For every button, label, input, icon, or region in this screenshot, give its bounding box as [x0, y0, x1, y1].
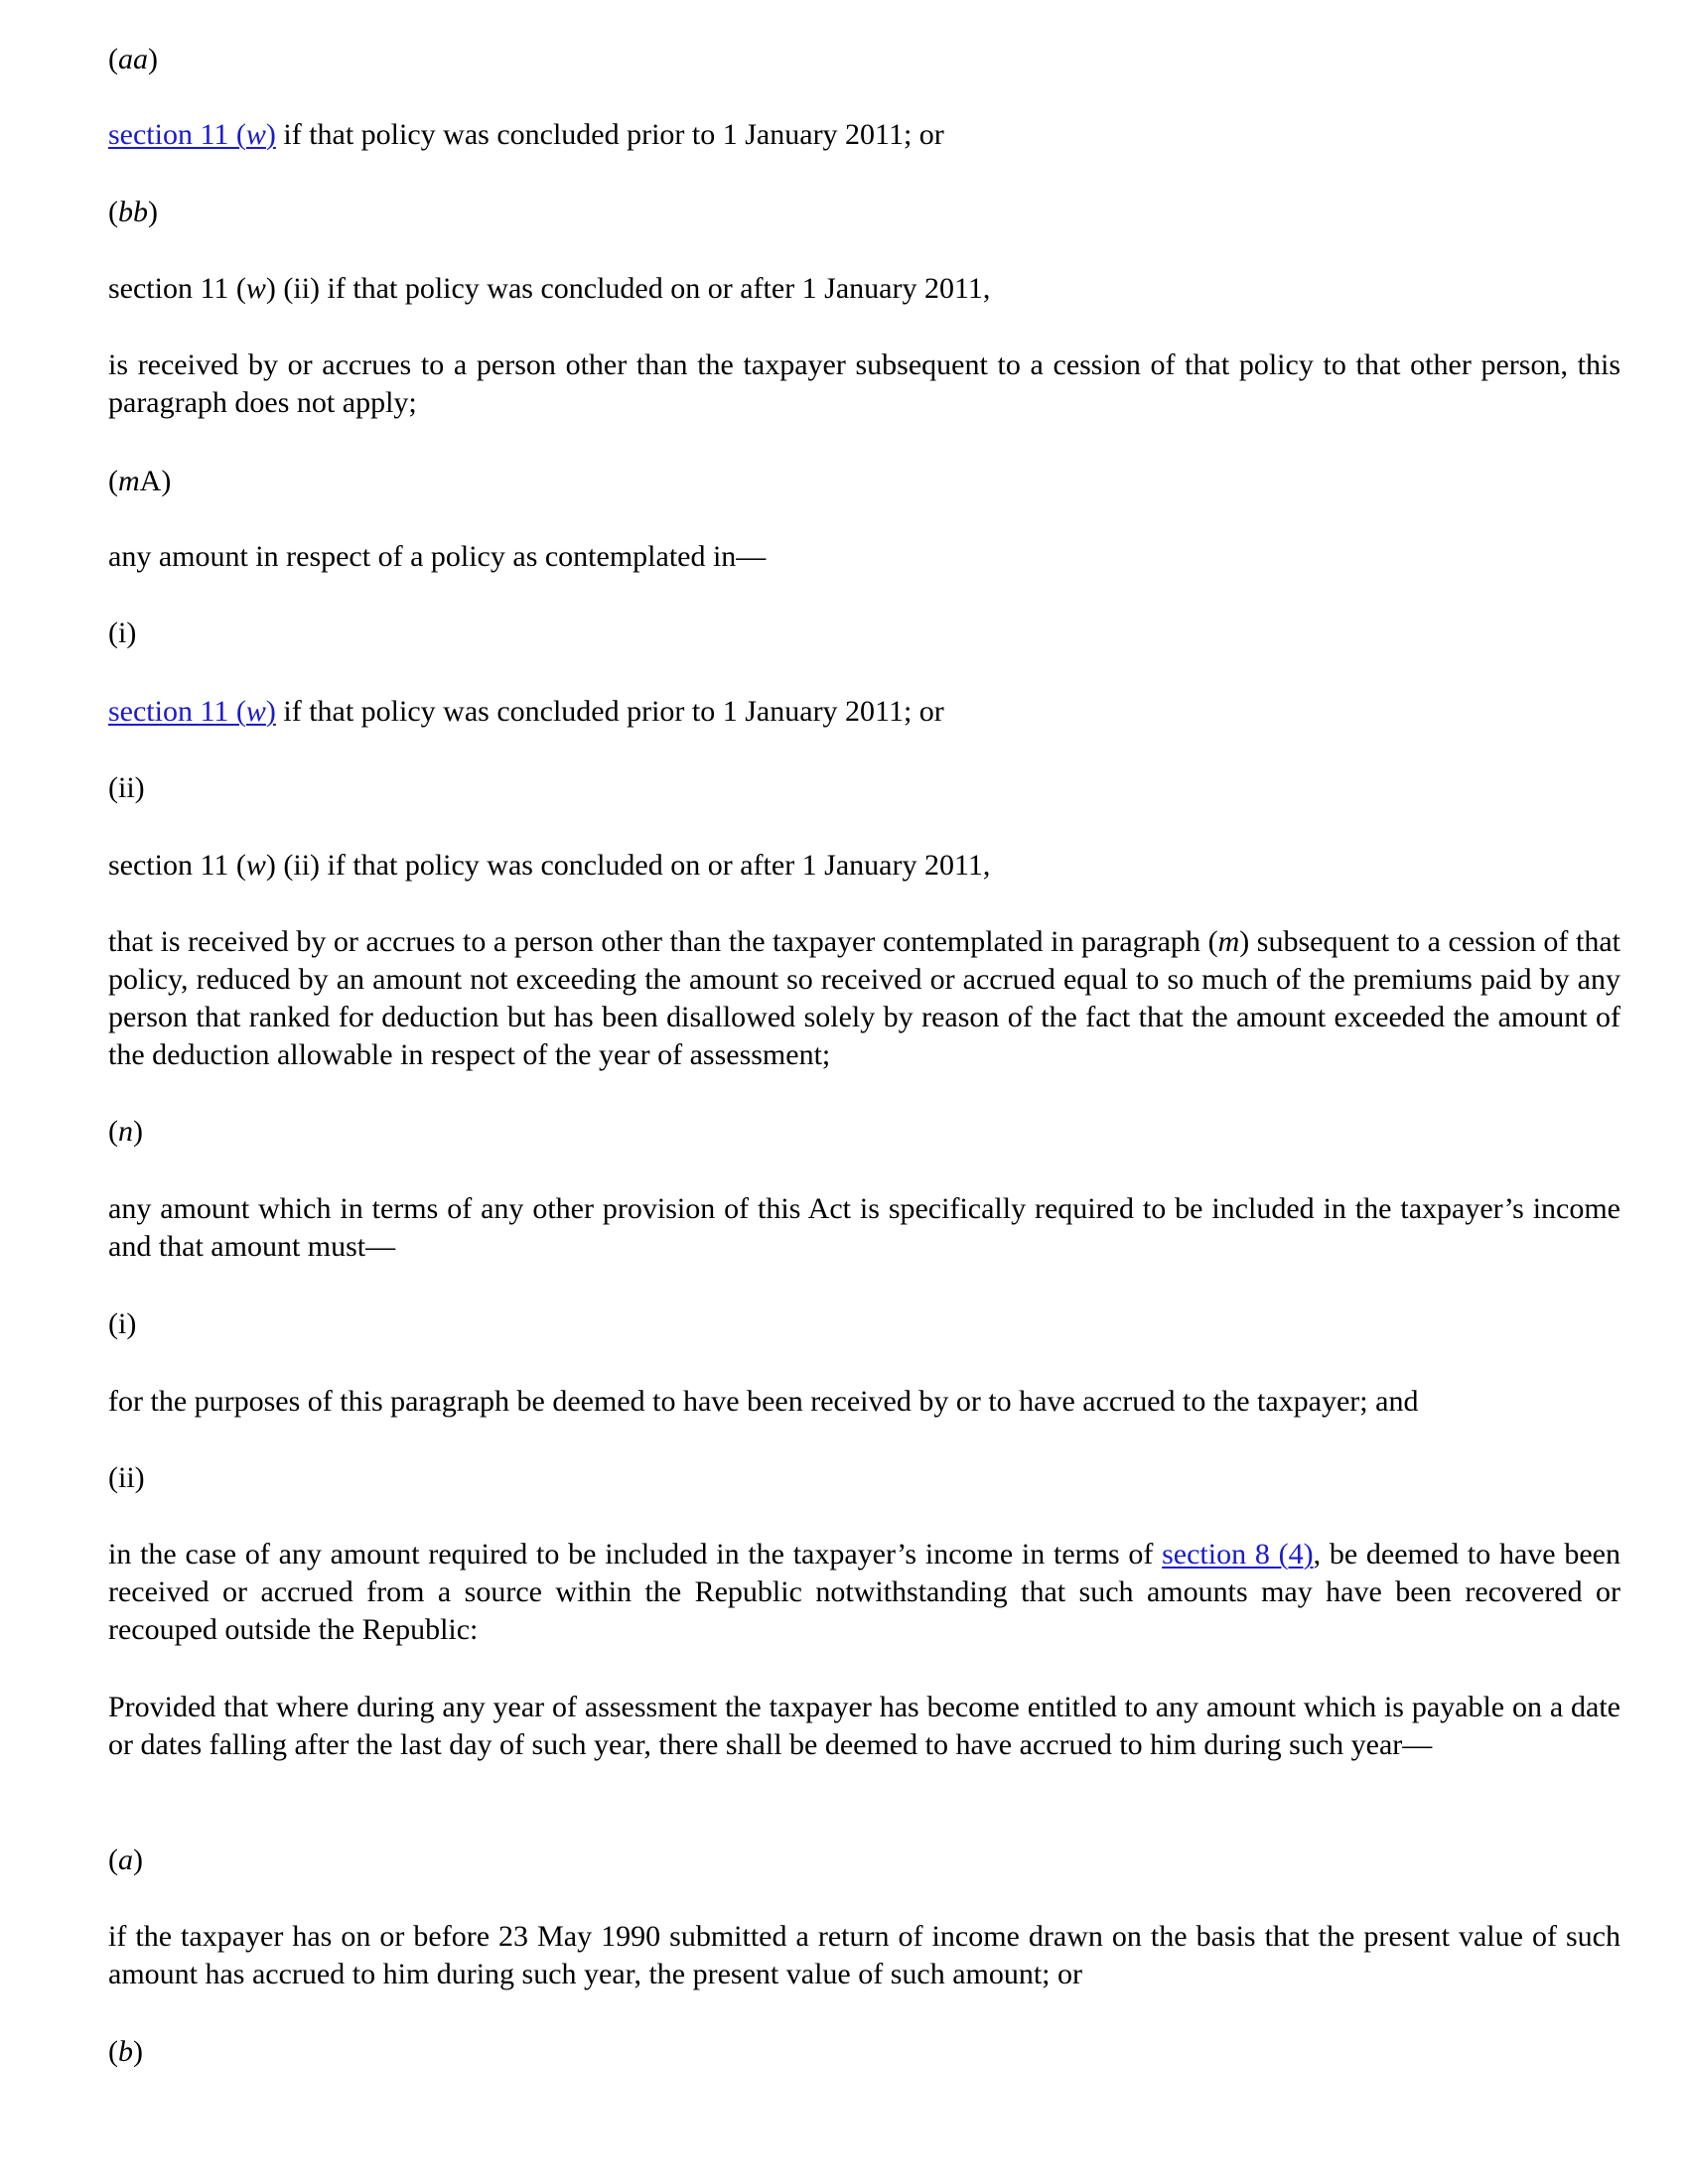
- paragraph-bb-text: section 11 (w) (ii) if that policy was concluded on or after 1 January 2011,: [108, 272, 991, 305]
- paragraph-label-n: (n): [108, 1115, 143, 1148]
- paragraph-label-aa: [108, 41, 1620, 78]
- paragraph-label-bb: (bb): [108, 196, 158, 228]
- section-11-w-link[interactable]: section 11 (w): [108, 118, 276, 151]
- paragraph-mA-i-text: section 11 (w) if that policy was concluded prior to 1 January 2011; or: [108, 695, 944, 728]
- paragraph-aa-text: [108, 116, 1620, 154]
- section-8-4-link[interactable]: section 8 (4): [1162, 1538, 1314, 1570]
- paragraph-text: if that policy was concluded prior to 1 January 2011; or: [275, 118, 944, 151]
- paragraph-proviso: Provided that where during any year of assessment the taxpayer has become entitled to any amount which is payable on a date or dates falling after the last day of such year, there shall be deemed to have accrued to him during such year—: [108, 1691, 1620, 1761]
- label-close: ): [148, 43, 158, 75]
- paragraph-label-b: (b): [108, 2035, 143, 2068]
- paragraph-mA-tail: that is received by or accrues to a person other than the taxpayer contemplated in paragraph (m) subsequent to a cession of that policy, reduced by an amount not exceeding the amount so received or accrued equal to so much of the premiums paid by any person that ranked for deduction but has been disallowed solely by reason of the fact that the amount exceeded the amount of the deduction allowable in respect of the year of assessment;: [108, 925, 1620, 1071]
- paragraph-n-text: any amount which in terms of any other provision of this Act is specifically required to be included in the taxpayer’s income and that amount must—: [108, 1192, 1620, 1263]
- paragraph-label-n-i: (i): [108, 1307, 137, 1340]
- paragraph-label-n-ii: (ii): [108, 1461, 145, 1494]
- paragraph-n-i-text: for the purposes of this paragraph be deemed to have been received by or to have accrued to the taxpayer; and: [108, 1385, 1419, 1418]
- label-letter: aa: [118, 43, 148, 75]
- paragraph-m-tail: is received by or accrues to a person other than the taxpayer subsequent to a cession of that policy to that other person, this paragraph does not apply;: [108, 348, 1620, 419]
- paragraph-label-mA: (mA): [108, 465, 172, 497]
- label-open: (: [108, 43, 118, 75]
- section-11-w-link[interactable]: section 11 (w): [108, 695, 276, 728]
- paragraph-n-ii-text: in the case of any amount required to be included in the taxpayer’s income in terms of section 8 (4), be deemed to have been received or accrued from a source within the Republic notwithstanding that such amounts may have been recovered or recouped outside the Republic:: [108, 1538, 1620, 1646]
- paragraph-label-ii: (ii): [108, 771, 145, 804]
- paragraph-mA-text: any amount in respect of a policy as contemplated in—: [108, 540, 767, 573]
- paragraph-label-a: (a): [108, 1843, 143, 1876]
- paragraph-a-text: if the taxpayer has on or before 23 May 1990 submitted a return of income drawn on the basis that the present value of such amount has accrued to him during such year, the present value of such amount; or: [108, 1920, 1620, 1990]
- paragraph-mA-ii-text: section 11 (w) (ii) if that policy was concluded on or after 1 January 2011,: [108, 849, 991, 882]
- paragraph-label-i: (i): [108, 616, 137, 649]
